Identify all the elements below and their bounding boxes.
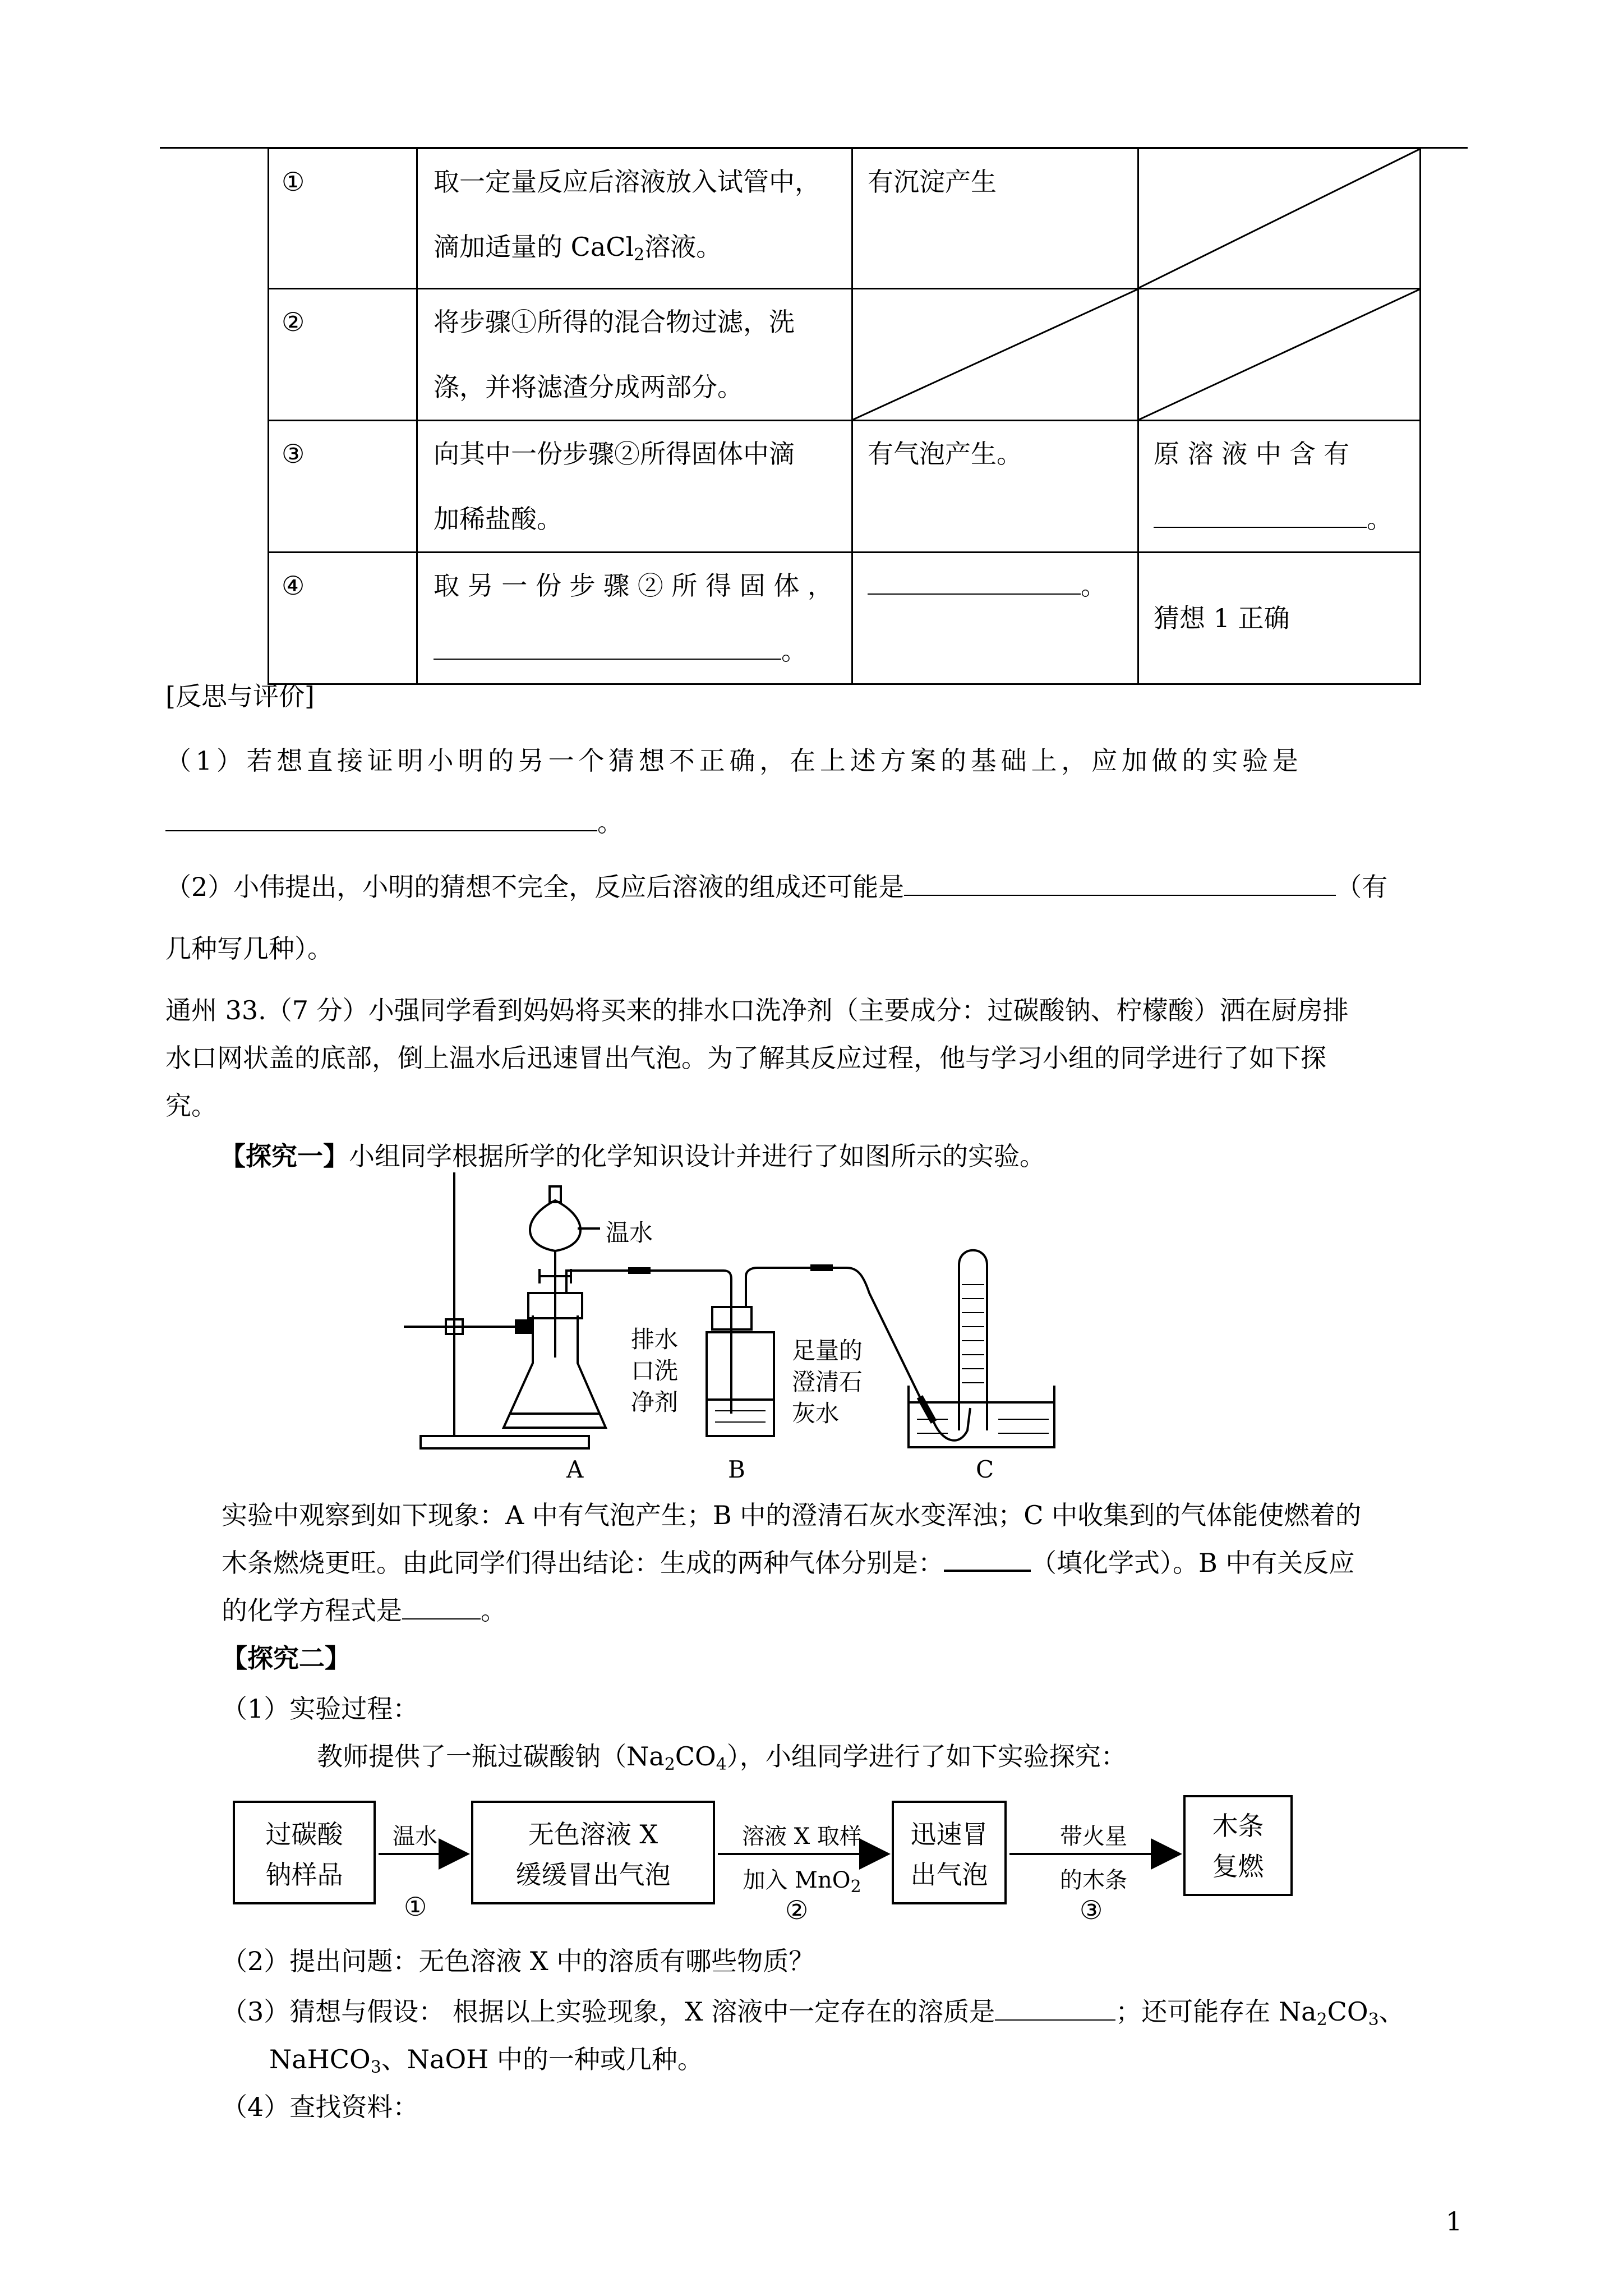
diagonal-slash (853, 289, 1137, 420)
limewater-label: 足量的 澄清石 灰水 (792, 1337, 863, 1427)
arrow-1-label: 温水 (393, 1824, 437, 1849)
arrow-2-reagent: 加入 MnO$_2$ (743, 1867, 861, 1897)
table-row (269, 149, 1421, 289)
arrow-3-step: ③ (1080, 1895, 1103, 1925)
step-line: （2）提出问题：无色溶液 X 中的溶质有哪些物质？ (222, 1946, 815, 1976)
step-description: 将步骤①所得的混合物过滤，洗 涤，并将滤渣分成两部分。 (417, 289, 852, 421)
conclusion-cell: 原 溶 液 中 含 有 。 (1138, 421, 1421, 553)
step-line: NaHCO$_3$、NaOH 中的一种或几种。 (269, 2044, 703, 2077)
step-description: 取一定量反应后溶液放入试管中， 滴加适量的 CaCl$_2$溶液。 (417, 149, 852, 289)
diagonal-slash (1139, 289, 1419, 420)
step-number: ④ (269, 553, 417, 684)
answer-blank[interactable] (434, 636, 781, 660)
flow-box-bubbles: 迅速冒 出气泡 (892, 1801, 1007, 1904)
question-2-end: 几种写几种）。 (165, 933, 333, 964)
answer-blank[interactable] (1154, 504, 1367, 528)
apparatus-drawing (393, 1172, 1082, 1492)
conclusion-cell (1138, 149, 1421, 289)
table-row (269, 553, 1421, 684)
section-heading: [反思与评价] (165, 681, 315, 711)
question-2: （2）小伟提出，小明的猜想不完全，反应后溶液的组成还可能是 （有 (165, 872, 1388, 902)
observation-line: 实验中观察到如下现象：A 中有气泡产生；B 中的澄清石灰水变浑浊；C 中收集到的气体能使燃着的 (222, 1500, 1362, 1530)
label-b: B (728, 1456, 745, 1483)
page-number: 1 (1446, 2206, 1463, 2237)
explore-1-line: 【探究一】小组同学根据所学的化学知识设计并进行了如图所示的实验。 (220, 1141, 1045, 1171)
observation-line: 木条燃烧更旺。由此同学们得出结论：生成的两种气体分别是： （填化学式）。B 中有关反应 (222, 1548, 1355, 1578)
step-line: （3）猜想与假设： 根据以上实验现象，X 溶液中一定存在的溶质是 ；还可能存在 $Na_2CO_3$、 (222, 1996, 1405, 2030)
label-c: C (976, 1456, 994, 1483)
conclusion-cell: 猜想 1 正确 (1138, 553, 1421, 684)
intro-line: 水口网状盖的底部，倒上温水后迅速冒出气泡。为了解其反应过程，他与学习小组的同学进行了如下探 (165, 1043, 1326, 1073)
intro-line: 通州 33.（7 分）小强同学看到妈妈将买来的排水口洗净剂（主要成分：过碳酸钠、柠檬酸）洒在厨房排 (165, 995, 1349, 1025)
teacher-line: 教师提供了一瓶过碳酸钠$(Na_2CO_4)$，小组同学进行了如下实验探究： (317, 1741, 1127, 1774)
answer-blank[interactable] (402, 1596, 481, 1619)
arrow-3-label: 带火星 (1060, 1824, 1127, 1849)
conclusion-cell (1138, 289, 1421, 421)
step-line: （4）查找资料： (222, 2092, 419, 2122)
apparatus-diagram (393, 1172, 1082, 1492)
answer-blank[interactable] (165, 808, 597, 831)
arrow-1-step: ① (404, 1892, 427, 1922)
phenomenon-cell (852, 289, 1138, 421)
cleaner-label: 排水 口洗 净剂 (631, 1326, 679, 1416)
flow-diagram (224, 1784, 1385, 1935)
flow-box-rekindle: 木条 复燃 (1183, 1795, 1293, 1896)
step-line: （1）实验过程： (222, 1694, 419, 1724)
answer-blank[interactable] (944, 1547, 1031, 1572)
warm-water-label: 温水 (606, 1219, 653, 1246)
observation-line: 的化学方程式是 。 (222, 1595, 506, 1626)
flow-box-sample: 过碳酸 钠样品 (233, 1801, 376, 1904)
arrow-2-label: 溶液 X 取样 (742, 1824, 862, 1849)
phenomenon-cell: 有沉淀产生 (852, 149, 1138, 289)
question-1-end: 。 (597, 807, 623, 838)
answer-blank[interactable] (868, 571, 1081, 595)
phenomenon-cell: 。 (852, 553, 1138, 684)
question-1: （1）若想直接证明小明的另一个猜想不正确，在上述方案的基础上，应加做的实验是 (165, 746, 1303, 776)
answer-blank[interactable] (904, 872, 1336, 896)
experiment-table (268, 148, 1421, 685)
step-number: ① (269, 149, 417, 289)
arrow-2-step: ② (785, 1895, 809, 1925)
step-number: ② (269, 289, 417, 421)
explore-2-heading: 【探究二】 (222, 1643, 351, 1673)
diagonal-slash (1139, 149, 1419, 288)
step-description: 向其中一份步骤②所得固体中滴 加稀盐酸。 (417, 421, 852, 553)
answer-blank[interactable] (995, 1997, 1115, 2021)
arrow-3-label-2: 的木条 (1060, 1867, 1127, 1893)
label-a: A (566, 1456, 584, 1483)
table-row (269, 289, 1421, 421)
step-number: ③ (269, 421, 417, 553)
flow-box-solution-x: 无色溶液 X 缓缓冒出气泡 (471, 1801, 715, 1904)
intro-line: 究。 (165, 1091, 217, 1121)
phenomenon-cell: 有气泡产生。 (852, 421, 1138, 553)
table-row (269, 421, 1421, 553)
step-description: 取 另 一 份 步 骤 ② 所 得 固 体 ， 。 (417, 553, 852, 684)
